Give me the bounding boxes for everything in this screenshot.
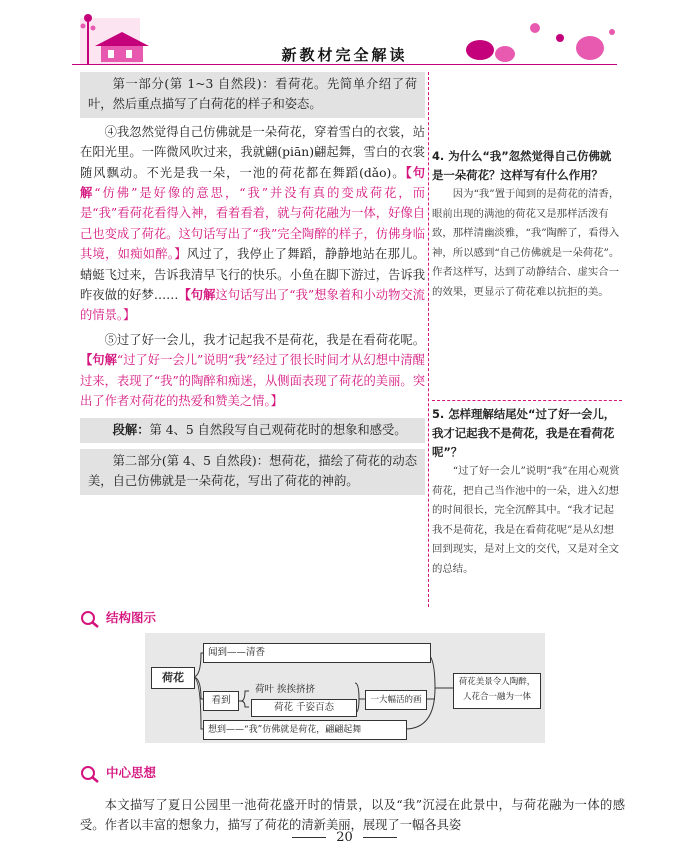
page-number-rule (292, 837, 326, 838)
see-node: 看到 (203, 691, 239, 711)
sentence-analysis-note: 这句话写出了“我”想象着和小动物交流的情景。】 (80, 288, 425, 323)
question-4-answer: 因为“我”置于闻到的是荷花的清香，眼前出现的满池的荷花又是那样活泼有致，那样清幽淡雅，“我”陶醉了，看得入神，所以感到“自己仿佛就是一朵荷花”。作者这样写，达到了动静结合、虚实合一的效果，更显示了荷花难以抗拒的美。 (432, 188, 620, 298)
page-number-rule (363, 837, 397, 838)
page-number: 20 (0, 830, 689, 845)
central-idea-text: 本文描写了夏日公园里一池荷花盛开时的情景，以及“我”沉浸在此景中，与荷花融为一体的感受。作者以丰富的想象力，描写了荷花的清新美丽，展现了一幅各具姿 (80, 798, 625, 832)
structure-diagram (145, 633, 545, 743)
magnifier-icon (80, 610, 102, 628)
left-column (80, 72, 425, 495)
root-node: 荷花 (151, 667, 195, 689)
part-two-summary: 第二部分(第 4、5 自然段)：想荷花，描绘了荷花的动态美，自己仿佛就是一朵荷花，写出了荷花的神韵。 (80, 449, 425, 495)
paragraph-5: ⑤过了好一会儿，我才记起我不是荷花，我是在看荷花呢。【句解“过了好一会儿”说明“我”经过了很长时间才从幻想中清醒过来，表现了“我”的陶醉和痴迷，从侧面表现了荷花的美丽。突出了作者对荷花的热爱和赞美之情。】 (80, 332, 425, 409)
question-4 (432, 147, 622, 302)
header-rule (72, 64, 617, 65)
paragraph-4: ④我忽然觉得自己仿佛就是一朵荷花，穿着雪白的衣裳，站在阳光里。一阵微风吹过来，我就翩(piān)翩起舞，雪白的衣裳随风飘动。不光是我一朵，一池的荷花都在舞蹈(dǎo)。【句解“仿佛”是好像的意思，“我”并没有真的变成荷花，而是“我”看荷花看得入神，看着看着，就与荷花融为一体，好像自己也变成了荷花。这句话写出了“我”完全陶醉的样子，仿佛身临其境，如痴如醉。】风过了，我停止了舞蹈，静静地站在那儿。蜻蜓飞过来，告诉我清早飞行的快乐。小鱼在脚下游过，告诉我昨夜做的好梦……【句解这句话写出了“我”想象着和小动物交流的情景。】 (80, 124, 425, 323)
sentence-analysis-note: “仿佛”是好像的意思，“我”并没有真的变成荷花，而是“我”看荷花看得入神，看着看着，就与荷花融为一体，好像自己也变成了荷花。这句话写出了“我”完全陶醉的样子，仿佛身临其境，如痴如醉。】 (80, 186, 425, 262)
question-5 (432, 400, 622, 579)
question-4-title: 4. 为什么“我”忽然觉得自己仿佛就是一朵荷花？这样写有什么作用？ (432, 149, 612, 182)
leaf-node: 荷叶 挨挨挤挤 (255, 684, 316, 695)
central-idea-heading: 中心思想 (80, 763, 156, 783)
book-title: 新教材完全解读 (281, 46, 408, 64)
magnifier-icon (80, 765, 102, 783)
sentence-analysis-label: 【句解 (178, 287, 216, 303)
flower-node: 荷花 千姿百态 (251, 699, 357, 717)
structure-heading: 结构图示 (80, 608, 156, 628)
part-one-summary: 第一部分(第 1~3 自然段)：看荷花。先简单介绍了荷叶，然后重点描写了白荷花的样子和姿态。 (80, 72, 425, 118)
sentence-analysis-note: “过了好一会儿”说明“我”经过了很长时间才从幻想中清醒过来，表现了“我”的陶醉和痴迷，从侧面表现了荷花的美丽。突出了作者对荷花的热爱和赞美之情。】 (80, 353, 425, 409)
question-5-answer: “过了好一会儿”说明“我”在用心观赏荷花，把自己当作池中的一朵，进入幻想的时间很长，完全沉醉其中。“我才记起我不是荷花，我是在看荷花呢”是从幻想回到现实，是对上文的交代，又是对全文的总结。 (432, 465, 620, 575)
column-divider (428, 72, 429, 607)
imagine-node: 想到——“我”仿佛就是荷花，翩翩起舞 (203, 720, 407, 740)
segment-analysis: 段解：第 4、5 自然段写自己观荷花时的想象和感受。 (80, 418, 425, 443)
question-5-title: 5. 怎样理解结尾处“过了好一会儿，我才记起我不是荷花，我是在看荷花呢”？ (432, 407, 616, 459)
sentence-analysis-label: 【句解 (80, 352, 117, 368)
conclusion-node: 荷花美景令人陶醉，人花合一融为一体 (453, 673, 541, 709)
page-header (0, 0, 689, 68)
painting-node: 一大幅活的画 (365, 690, 427, 710)
smell-node: 闻到——清香 (203, 643, 431, 663)
sentence-analysis-label: 【句解 (80, 164, 425, 201)
